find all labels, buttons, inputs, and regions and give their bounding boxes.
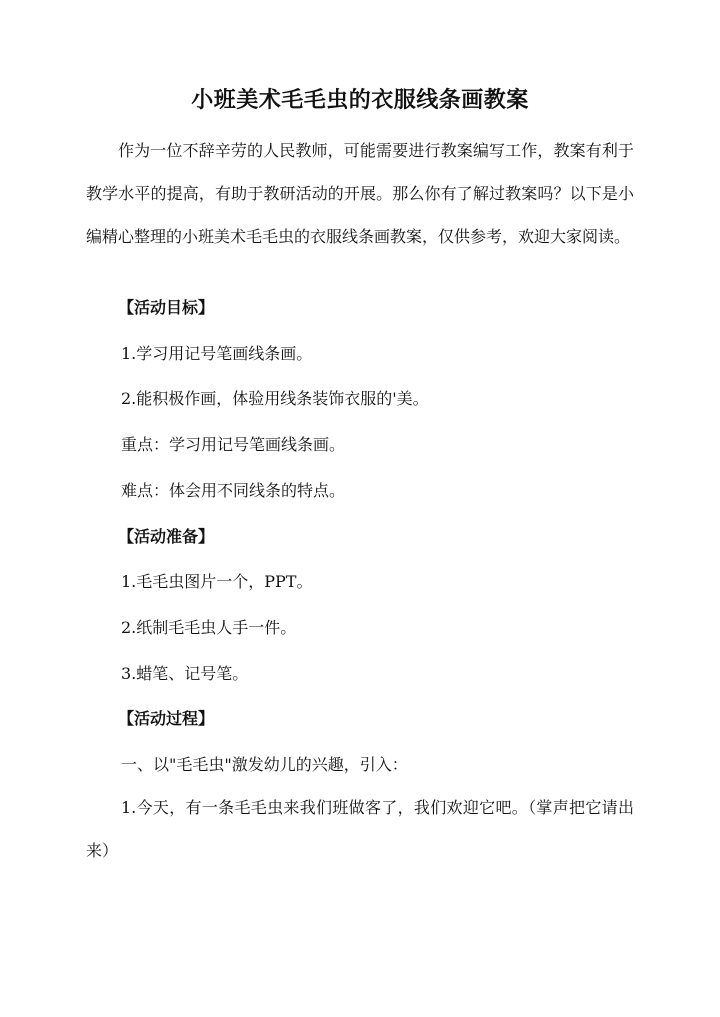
key-point: 重点：学习用记号笔画线条画。 [121,435,346,454]
prep-item-1: 1.毛毛虫图片一个，PPT。 [121,572,313,591]
process-step-1: 一、以"毛毛虫"激发幼儿的兴趣，引入： [121,755,408,774]
prep-item-2: 2.纸制毛毛虫人手一件。 [121,618,297,637]
goal-item-1: 1.学习用记号笔画线条画。 [121,344,313,363]
process-step-1-1: 1.今天，有一条毛毛虫来我们班做客了，我们欢迎它吧。（掌声把它请出来） [86,798,634,860]
document-title: 小班美术毛毛虫的衣服线条画教案 [191,88,529,113]
section-heading-process: 【活动过程】 [118,709,215,728]
section-heading-goals: 【活动目标】 [118,298,215,317]
intro-paragraph: 作为一位不辞辛劳的人民教师，可能需要进行教案编写工作，教案有利于教学水平的提高，有助于教研活动的开展。那么你有了解过教案吗？以下是小编精心整理的小班美术毛毛虫的衣服线条画教案，仅供参考，欢迎大家阅读。 [86,141,634,246]
difficult-point: 难点：体会用不同线条的特点。 [121,481,346,500]
prep-item-3: 3.蜡笔、记号笔。 [121,664,249,683]
section-heading-preparation: 【活动准备】 [118,527,215,546]
goal-item-2: 2.能积极作画，体验用线条装饰衣服的'美。 [121,389,429,408]
